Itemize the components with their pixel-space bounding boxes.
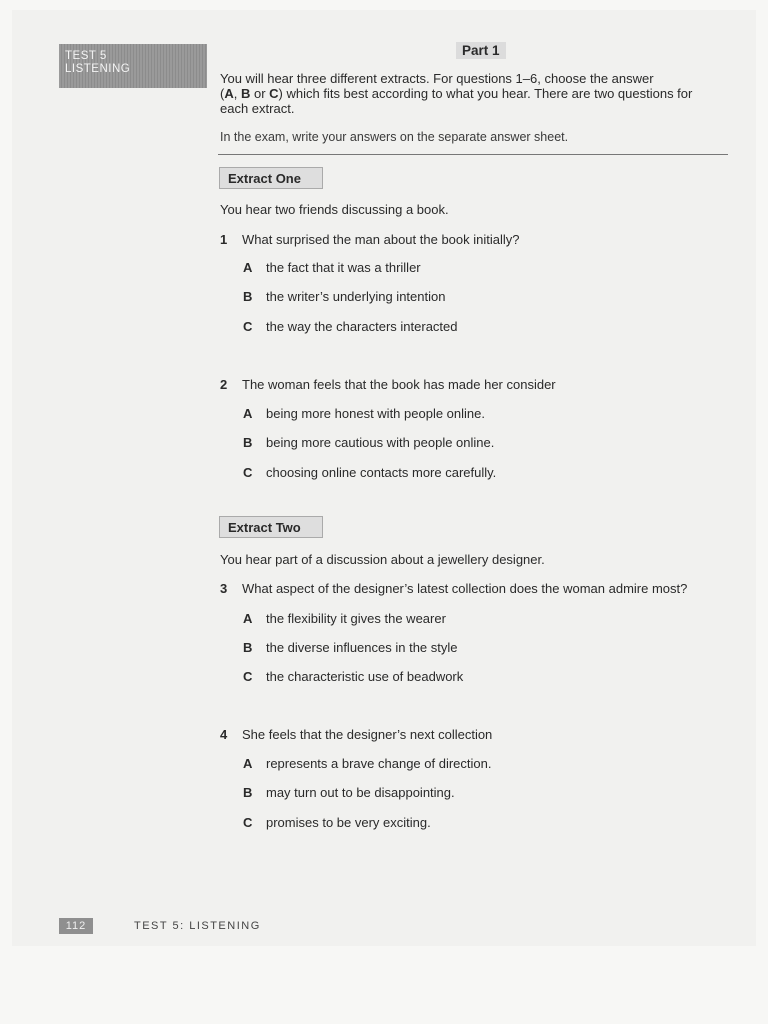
footer-label: TEST 5: LISTENING [134,920,261,932]
option-letter: C [243,815,253,830]
exam-note: In the exam, write your answers on the separate answer sheet. [220,130,569,144]
tag-skill-label: LISTENING [65,63,131,75]
question-1 [220,232,520,247]
question-number: 1 [220,232,228,247]
instructions-line-3: each extract. [220,101,295,116]
option-text: the writer’s underlying intention [266,289,446,304]
page-number: 112 [59,918,93,934]
option-letter: C [243,319,253,334]
instructions-line-1: You will hear three different extracts. For questions 1–6, choose the answer [220,71,654,86]
option-text: being more honest with people online. [266,406,485,421]
option-3c[interactable] [243,669,463,684]
question-4 [220,727,492,742]
question-text: She feels that the designer’s next collection [242,727,493,742]
option-text: represents a brave change of direction. [266,756,492,771]
instructions [220,71,720,116]
option-letter: B [243,640,253,655]
question-text: The woman feels that the book has made her consider [242,377,556,392]
letter-b: B [240,86,251,101]
question-text: What aspect of the designer’s latest collection does the woman admire most? [242,581,688,596]
question-number: 3 [220,581,228,596]
option-letter: A [243,756,253,771]
instructions-line-2-rest: ) which fits best according to what you hear. There are two questions for [278,86,693,101]
option-text: promises to be very exciting. [266,815,431,830]
divider [218,154,728,155]
question-2 [220,377,556,392]
extract-one-heading: Extract One [219,167,323,189]
letter-c: C [269,86,279,101]
paren-open: ( [220,86,225,101]
option-letter: B [243,785,253,800]
option-1a[interactable] [243,260,421,275]
question-number: 4 [220,727,228,742]
extract-two-heading: Extract Two [219,516,323,538]
option-text: the flexibility it gives the wearer [266,611,446,626]
section-tag [59,44,207,88]
option-text: choosing online contacts more carefully. [266,465,497,480]
option-letter: A [243,260,253,275]
option-text: the diverse influences in the style [266,640,458,655]
option-2b[interactable] [243,435,494,450]
option-3b[interactable] [243,640,458,655]
option-text: being more cautious with people online. [266,435,495,450]
option-1b[interactable] [243,289,445,304]
separator-1: , [233,86,241,101]
question-text: What surprised the man about the book initially? [242,232,520,247]
option-1c[interactable] [243,319,458,334]
option-text: the characteristic use of beadwork [266,669,464,684]
extract-one-context: You hear two friends discussing a book. [220,202,449,217]
option-text: the fact that it was a thriller [266,260,421,275]
option-4b[interactable] [243,785,455,800]
letter-a: A [224,86,234,101]
separator-2: or [250,86,270,101]
option-2a[interactable] [243,406,485,421]
question-3 [220,581,687,596]
question-number: 2 [220,377,228,392]
option-4a[interactable] [243,756,491,771]
instructions-line-2 [220,86,720,101]
option-letter: C [243,465,253,480]
option-letter: B [243,435,253,450]
part-title: Part 1 [456,42,506,59]
option-2c[interactable] [243,465,496,480]
option-3a[interactable] [243,611,446,626]
option-text: the way the characters interacted [266,319,458,334]
option-text: may turn out to be disappointing. [266,785,455,800]
option-letter: A [243,406,253,421]
option-letter: C [243,669,253,684]
tag-test-label: TEST 5 [65,50,107,62]
option-4c[interactable] [243,815,431,830]
option-letter: B [243,289,253,304]
option-letter: A [243,611,253,626]
extract-two-context: You hear part of a discussion about a jewellery designer. [220,552,545,567]
